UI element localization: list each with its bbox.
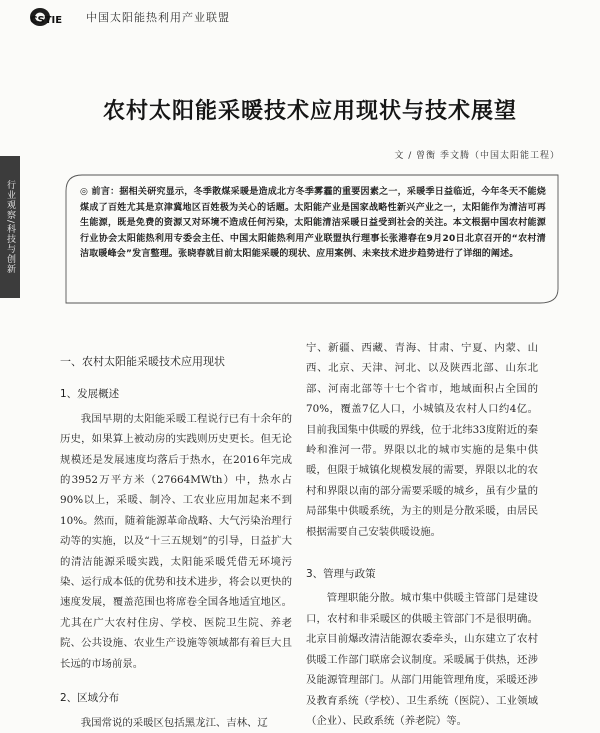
side-section-tab: 行业观察/科技与创新 <box>0 156 20 298</box>
paragraph-regions: 我国常说的采暖区包括黑龙江、吉林、辽 <box>80 716 268 729</box>
paragraph-overview: 我国早期的太阳能采暖工程说行已有十余年的历史，如果算上被动房的实践则历史更长。但无论规模还是发展速度均落后于热水，在2016年完成的3952万平方米（27664MWth）中，热水占90%以上，采暖、制冷、工农业应用加起来不到10%。然而，随着能源革命战略、大气污染治理行动等的实施，以及“十三五规划”的引导，日益扩大的清洁能源采暖实践，太阳能采暖凭借无环境污染、运行成本低的优势和技术进步，将会以更快的速度发展，覆盖范围也将席卷全国各地适宜地区。尤其在广大农村住房、学校、医院卫生院、养老院、公共设施、农业生产设施等领域都有着巨大且长远的市场前景。 <box>60 412 292 670</box>
subheading-overview: 1、发展概述 <box>60 388 120 401</box>
paragraph-regions-continued: 宁、新疆、西藏、青海、甘肃、宁夏、内蒙、山西、北京、天津、河北、以及陕西北部、山东北部、河南北部等十七个省市，地域面积占全国的70%，覆盖7亿人口，小城镇及农村人口约4亿。目前我国集中供暖的界线，位于北纬33度附近的秦岭和淮河一带。界限以北的城市实施的是集中供暖，但限于城镇化规模发展的需要，界限以北的农村和界限以南的部分需要采暖的城乡，虽有少量的局部集中供暖系统，为主的则是分散采暖，由居民根据需要自己安装供暖设施。 <box>306 342 538 538</box>
alliance-logo <box>28 6 80 28</box>
svg-text:CSTIE: CSTIE <box>30 15 63 26</box>
section-heading-1: 一、农村太阳能采暖技术应用现状 <box>60 355 225 368</box>
subheading-policy: 3、管理与政策 <box>306 568 376 581</box>
right-column <box>306 338 538 731</box>
left-column <box>60 352 292 733</box>
subheading-regions: 2、区域分布 <box>60 692 120 705</box>
article-title: 农村太阳能采暖技术应用现状与技术展望 <box>102 98 517 124</box>
article-byline: 文 / 曾衡 季文腾（中国太阳能工程） <box>394 151 560 161</box>
paragraph-policy: 管理职能分散。城市集中供暖主管部门是建设口，农村和非采暖区的供暖主管部门不是很明确。北京目前爆改清洁能源农委牵头，山东建立了农村供暖工作部门联席会议制度。采暖属于供热，还涉及能源管理部门。从部门用能管理角度，采暖还涉及教育系统（学校）、卫生系统（医院）、工业领域（企业）、民政系统（养老院）等。 <box>306 592 538 727</box>
abstract-box <box>64 173 560 305</box>
page-header <box>28 6 588 28</box>
abstract-text: ◎ 前言：据相关研究显示，冬季散煤采暖是造成北方冬季雾霾的重要因素之一，采暖季日益临近，今年冬天不能烧煤成了百姓尤其是京津冀地区百姓极为关心的话题。太阳能产业是国家战略性新兴产业之一，太阳能作为清洁可再生能源，既是免费的资源又对环境不造成任何污染，太阳能清洁采暖日益受到社会的关注。本文根据中国农村能源行业协会太阳能热利用专委会主任、中国太阳能热利用产业联盟执行理事长张港春在9月20日北京召开的“农村清洁取暖峰会”发言整理。张晓春就目前太阳能采暖的现状、应用案例、未来技术进步趋势进行了详细的阐述。 <box>80 187 546 259</box>
header-org-name: 中国太阳能热利用产业联盟 <box>86 11 230 24</box>
